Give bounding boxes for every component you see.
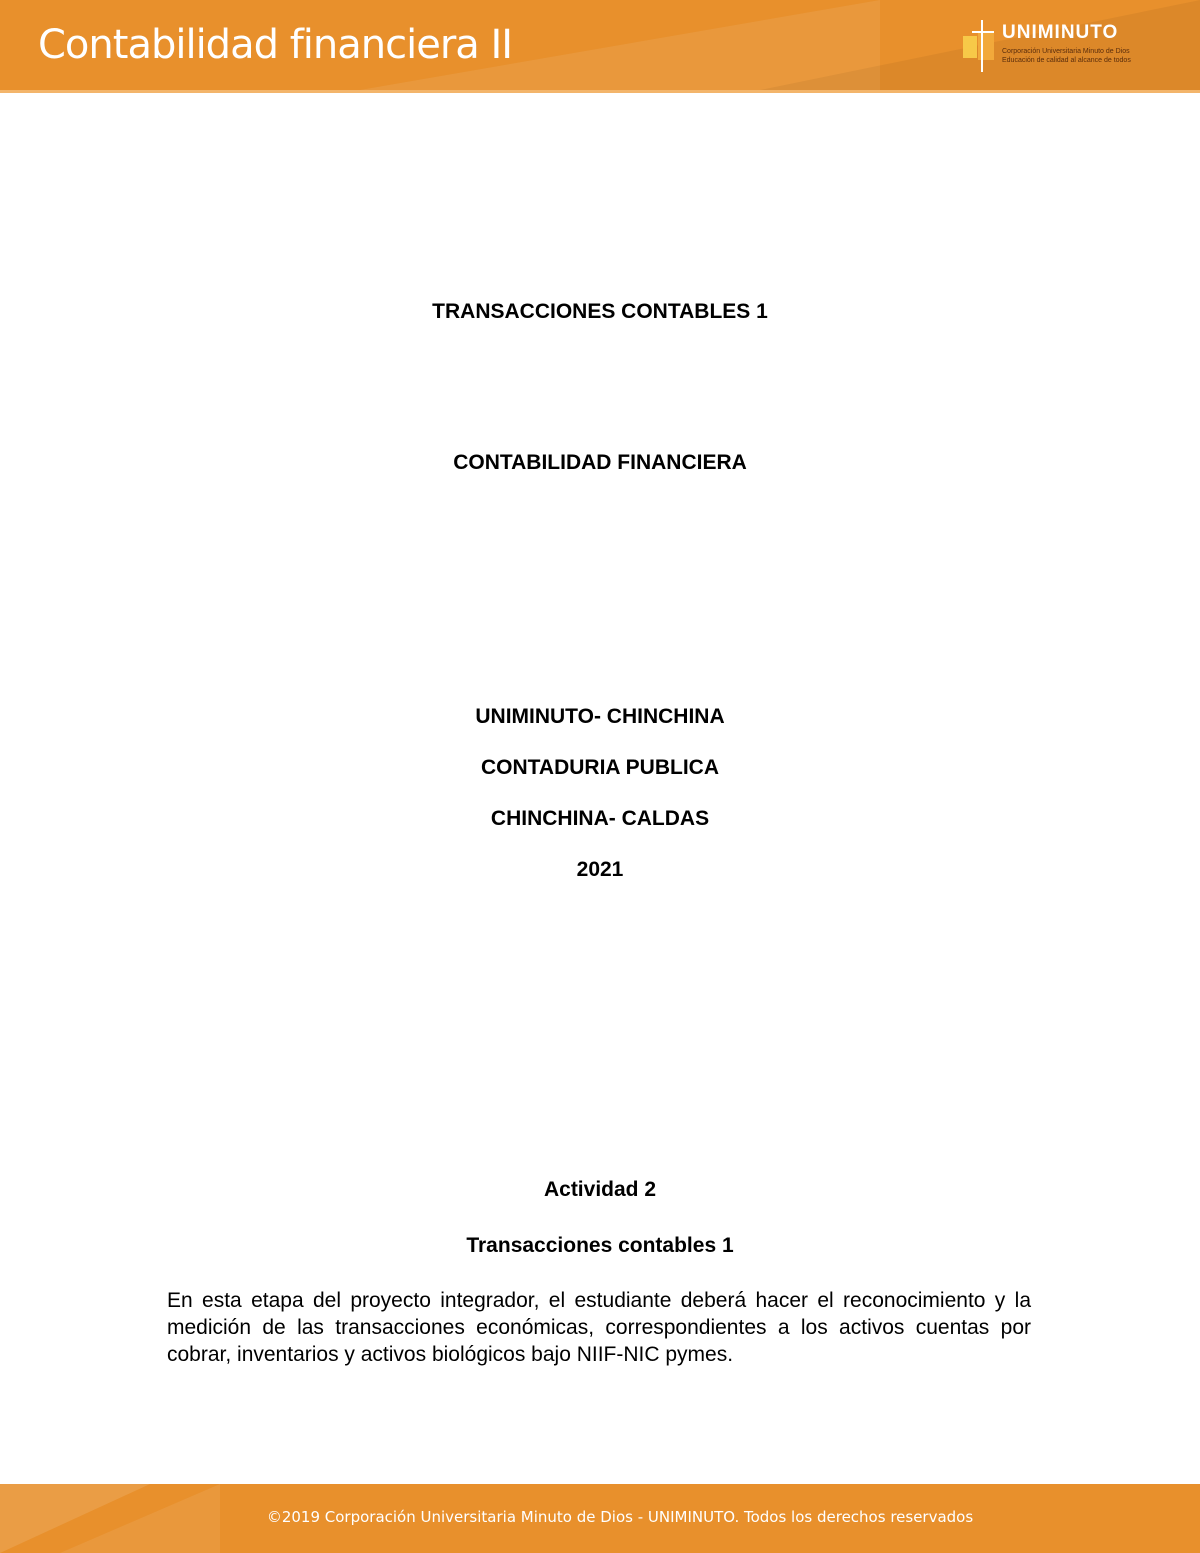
activity-title: Transacciones contables 1 <box>466 1234 734 1257</box>
logo-tagline: Educación de calidad al alcance de todos <box>1002 57 1131 64</box>
document-title: TRANSACCIONES CONTABLES 1 <box>432 300 768 323</box>
location: CHINCHINA- CALDAS <box>490 807 710 830</box>
activity-description: En esta etapa del proyecto integrador, el estudiante deberá hacer el reconocimiento y la medición de las transacciones económicas, correspondientes a los activos cuentas por cobrar, inventarios y activos biológicos bajo NIIF-NIC pymes. <box>167 1289 1031 1366</box>
institution: UNIMINUTO- CHINCHINA <box>475 705 725 728</box>
activity-heading: Actividad 2 <box>543 1178 657 1201</box>
uniminuto-logo <box>960 18 1160 74</box>
page-header <box>0 0 1200 90</box>
year: 2021 <box>576 858 624 881</box>
uniminuto-logo-icon <box>960 18 1000 74</box>
program: CONTADURIA PUBLICA <box>481 756 719 779</box>
logo-subtitle: Corporación Universitaria Minuto de Dios <box>1002 48 1130 55</box>
page-footer <box>0 1484 1200 1553</box>
document-subject: CONTABILIDAD FINANCIERA <box>453 451 747 474</box>
footer-copyright: ©2019 Corporación Universitaria Minuto de Dios - UNIMINUTO. Todos los derechos reservados <box>266 1508 974 1526</box>
logo-name: UNIMINUTO <box>1002 22 1119 43</box>
header-divider <box>0 90 1200 93</box>
header-title: Contabilidad financiera II <box>38 22 513 68</box>
